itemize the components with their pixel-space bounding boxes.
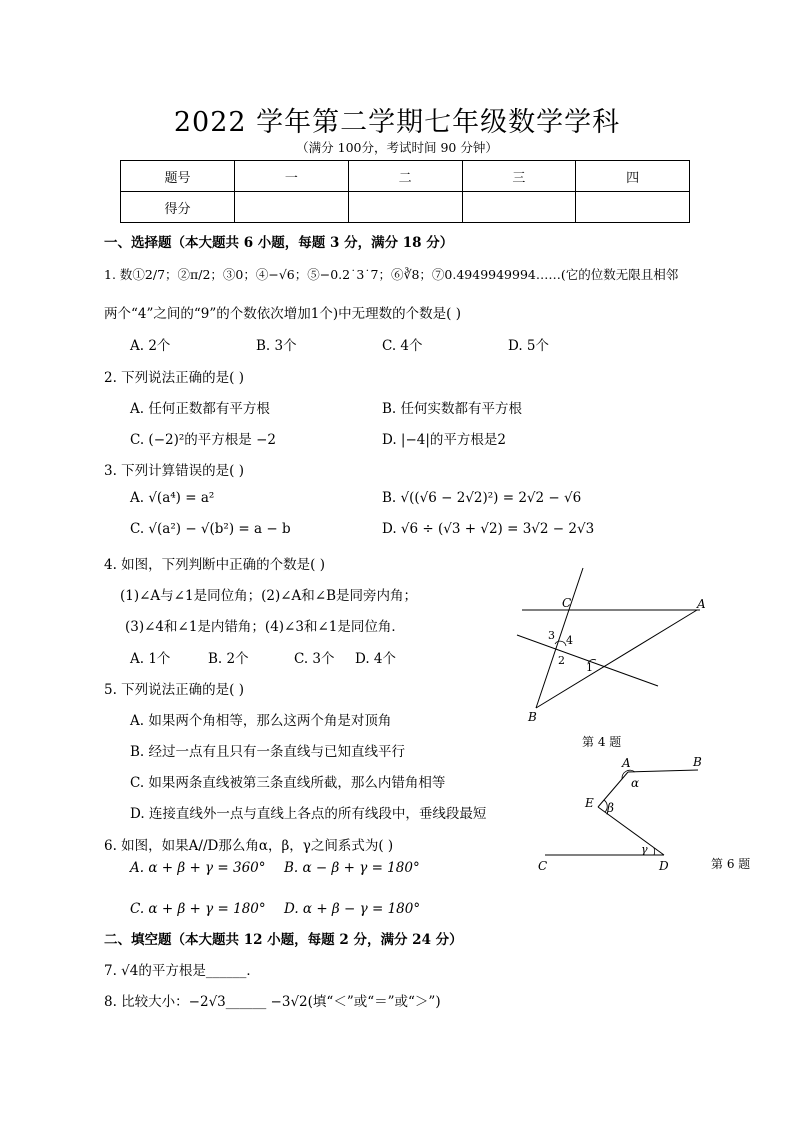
score-cell[interactable] [348,192,462,223]
question-4-option-c: C. 3个 [294,651,335,667]
figure-label: D [659,859,669,873]
figure-label: A [622,756,631,770]
figure-label: β [607,801,614,815]
figure-label: A [697,597,706,611]
figure-label: C [538,859,548,873]
figure-label: C [562,596,572,610]
question-2-option-c: C. (−2)²的平方根是 −2 [130,432,276,448]
question-1-line2: 两个“4”之间的“9”的个数依次增加1个)中无理数的个数是( ) [104,306,461,322]
page-subtitle: （满分 100分，考试时间 90 分钟） [296,140,498,155]
question-1-option-d: D. 5个 [508,338,550,354]
question-6-option-c: C. α + β + γ = 180° [130,901,266,917]
figure-label: E [585,796,594,810]
figure-label: α [631,776,640,790]
page-title: 2022 学年第二学期七年级数学学科 [173,107,621,138]
figure-label: 1 [586,661,593,674]
score-table-column: 一 [235,161,349,192]
figure-label: B [693,755,702,769]
score-table-header-row [121,161,690,192]
question-8: 8. 比较大小：−2√3______ −3√2(填“＜”或“＝”或“＞”) [104,994,441,1010]
figure-caption: 第 6 题 [711,857,751,871]
question-4-line1: (1)∠A与∠1是同位角；(2)∠A和∠B是同旁内角； [120,588,417,604]
score-cell[interactable] [462,192,576,223]
question-1-option-c: C. 4个 [382,338,423,354]
score-table-row-label: 得分 [121,192,235,223]
question-6-option-b: B. α − β + γ = 180° [284,860,420,876]
question-4-figure [500,560,720,760]
figure-angle-arc [654,848,655,855]
question-6-figure [530,752,760,882]
score-table-label: 题号 [121,161,235,192]
section-heading-fill: 二、填空题（本大题共 12 小题，每题 2 分，满分 24 分） [104,932,463,948]
question-1-option-b: B. 3个 [256,338,297,354]
question-6-option-d: D. α + β − γ = 180° [284,901,421,917]
question-2-option-d: D. |−4|的平方根是2 [382,432,507,448]
figure-label: γ [641,843,648,856]
question-7: 7. √4的平方根是______． [104,963,260,979]
figure-label: B [528,710,537,724]
figure-label: 2 [558,654,565,667]
score-cell[interactable] [576,192,690,223]
question-2-option-b: B. 任何实数都有平方根 [382,401,523,417]
question-5-option-c: C. 如果两条直线被第三条直线所截，那么内错角相等 [130,775,446,791]
question-5-stem: 5. 下列说法正确的是( ) [104,682,244,698]
question-2-stem: 2. 下列说法正确的是( ) [104,370,244,386]
question-2-option-a: A. 任何正数都有平方根 [130,401,270,417]
question-5-option-a: A. 如果两个角相等，那么这两个角是对顶角 [130,713,392,729]
question-1-option-a: A. 2个 [130,338,171,354]
score-table [120,160,690,223]
question-5-option-d: D. 连接直线外一点与直线上各点的所有线段中，垂线段最短 [130,806,487,822]
question-4-option-a: A. 1个 [130,651,171,667]
score-cell[interactable] [235,192,349,223]
question-3-option-a: A. √(a⁴) = a² [130,490,215,506]
question-6-stem: 6. 如图，如果A//D那么角α，β，γ之间系式为( ) [104,838,394,854]
score-table-column: 三 [462,161,576,192]
score-table-column: 四 [576,161,690,192]
question-6-option-a: A. α + β + γ = 360° [130,860,266,876]
question-3-option-d: D. √6 ÷ (√3 + √2) = 3√2 − 2√3 [382,521,595,537]
figure-line-cb [536,568,583,708]
question-3-option-b: B. √((√6 − 2√2)²) = 2√2 − √6 [382,490,582,506]
score-table-column: 二 [348,161,462,192]
question-4-line2: (3)∠4和∠1是内错角；(4)∠3和∠1是同位角． [125,619,405,635]
question-1-line1: 1. 数①2/7；②π/2；③0；④−√6；⑤−0.2˙3˙7；⑥∛8；⑦0.4949949994……(它的位数无限且相邻 [104,267,679,282]
figure-label: 4 [566,634,573,647]
figure-line-ab [628,770,698,772]
question-5-option-b: B. 经过一点有且只有一条直线与已知直线平行 [130,744,406,760]
question-3-option-c: C. √(a²) − √(b²) = a − b [130,521,291,537]
figure-caption: 第 4 题 [582,735,622,749]
question-3-stem: 3. 下列计算错误的是( ) [104,463,244,479]
question-4-stem: 4. 如图，下列判断中正确的个数是( ) [104,557,325,573]
section-heading-choice: 一、选择题（本大题共 6 小题，每题 3 分，满分 18 分） [104,235,454,251]
figure-label: 3 [548,629,555,642]
question-4-option-b: B. 2个 [208,651,249,667]
score-table-score-row [121,192,690,223]
question-4-option-d: D. 4个 [355,651,397,667]
